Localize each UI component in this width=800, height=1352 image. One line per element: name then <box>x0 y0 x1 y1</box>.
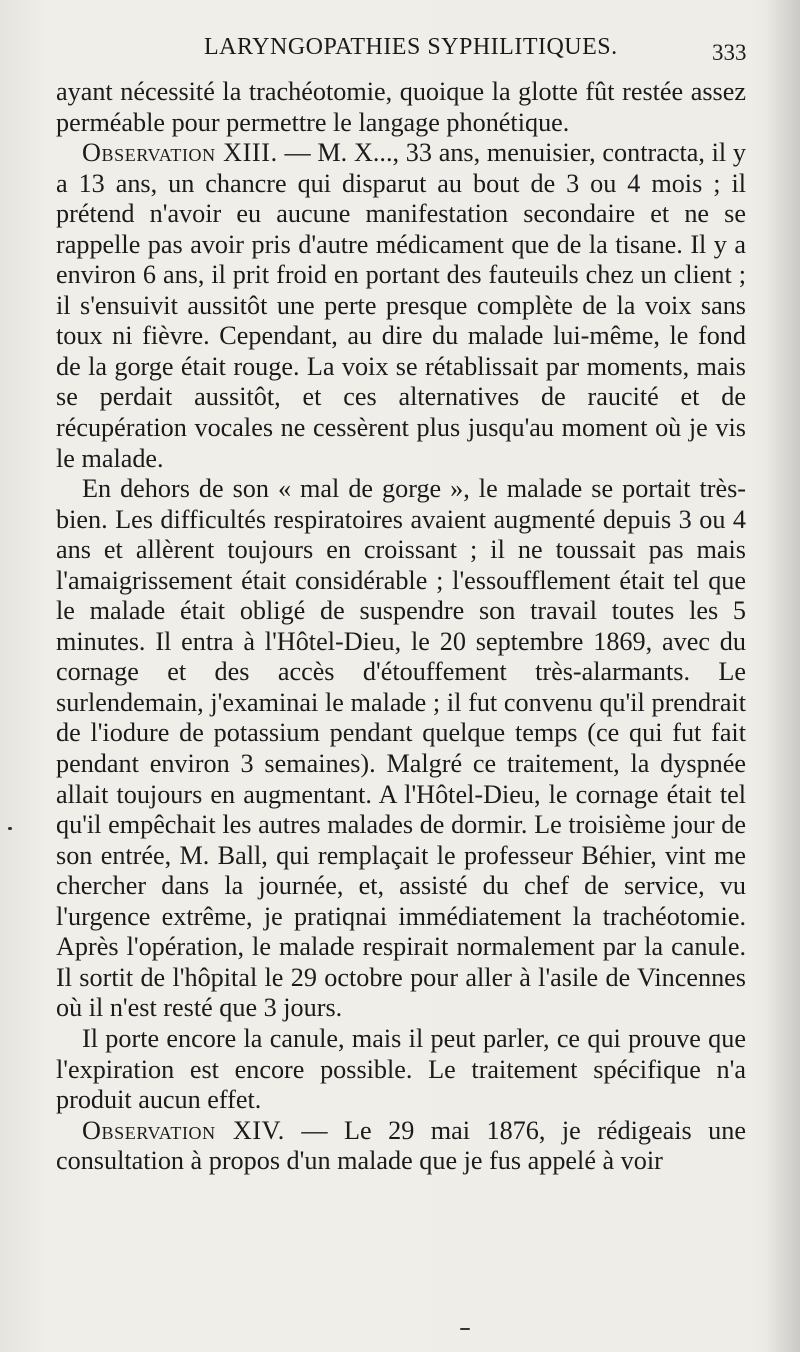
paragraph-text: En dehors de son « mal de gorge », le malade se portait très-bien. Les difficultés respiratoires avaient augmenté depuis 3 ou 4 ans et allèrent toujours en croissant ; il ne toussait pas mais l'amaigrissement était considérable ; l'essoufflement était tel que le malade était obligé de suspendre son travail toutes les 5 minutes. Il entra à l'Hôtel-Dieu, le 20 septembre 1869, avec du cornage et des accès d'étouffement très-alarmants. Le surlendemain, j'examinai le malade ; il fut convenu qu'il prendrait de l'iodure de potassium pendant quelque temps (ce qui fut fait pendant environ 3 semaines). Malgré ce traitement, la dyspnée allait toujours en augmentant. A l'Hôtel-Dieu, le cornage était tel qu'il empêchait les autres malades de dormir. Le troisième jour de son entrée, M. Ball, qui remplaçait le professeur Béhier, vint me chercher dans la journée, et, assisté du chef de service, vu l'urgence extrême, je pratiqnai immédiatement la trachéotomie. Après l'opération, le malade respirait normalement par la canule. Il sortit de l'hôpital le 29 octobre pour aller à l'asile de Vincennes où il n'est resté que 3 jours. <box>56 474 746 1023</box>
observation-label: Observation XIII. <box>82 138 278 168</box>
paragraph-text: Il porte encore la canule, mais il peut parler, ce qui prouve que l'expiration est encore possible. Le traitement spécifique n'a produit aucun effet. <box>56 1023 746 1115</box>
paragraph-outcome <box>56 1024 746 1116</box>
paragraph-history <box>56 474 746 1024</box>
observation-label: Observation XIV. <box>82 1115 285 1145</box>
page-number: 333 <box>712 40 747 65</box>
paragraph-text: — M. X..., 33 ans, menuisier, contracta, il y a 13 ans, un chancre qui disparut au bout de 3 ou 4 mois ; il prétend n'avoir eu aucune manifestation secondaire et ne se rappelle pas avoir pris d'autre médicament que de la tisane. Il y a environ 6 ans, il prit froid en portant des fauteuils chez un client ; il s'ensuivit aussitôt une perte presque complète de la voix sans toux ni fièvre. Cependant, au dire du malade lui-même, le fond de la gorge était rouge. La voix se rétablissait par moments, mais se perdait aussitôt, et ces alternatives de raucité et de récupération vocales ne cessèrent plus jusqu'au moment où je vis le malade. <box>56 138 746 473</box>
paragraph-continuation <box>56 77 746 138</box>
body-text <box>56 77 746 1177</box>
paragraph-text: ayant nécessité la trachéotomie, quoique la glotte fût restée assez perméable pour permettre le langage phonétique. <box>56 77 746 137</box>
print-speck <box>8 827 12 830</box>
print-speck <box>460 1328 470 1330</box>
page-edge-shadow <box>766 0 800 1352</box>
running-title: LARYNGOPATHIES SYPHILITIQUES. <box>204 34 618 60</box>
paragraph-observation-14 <box>56 1116 746 1177</box>
page-header <box>0 34 800 74</box>
paragraph-text: — Le 29 mai 1876, je rédigeais une consultation à propos d'un malade que je fus appelé à voir <box>56 1115 746 1176</box>
paragraph-observation-13 <box>56 138 746 474</box>
